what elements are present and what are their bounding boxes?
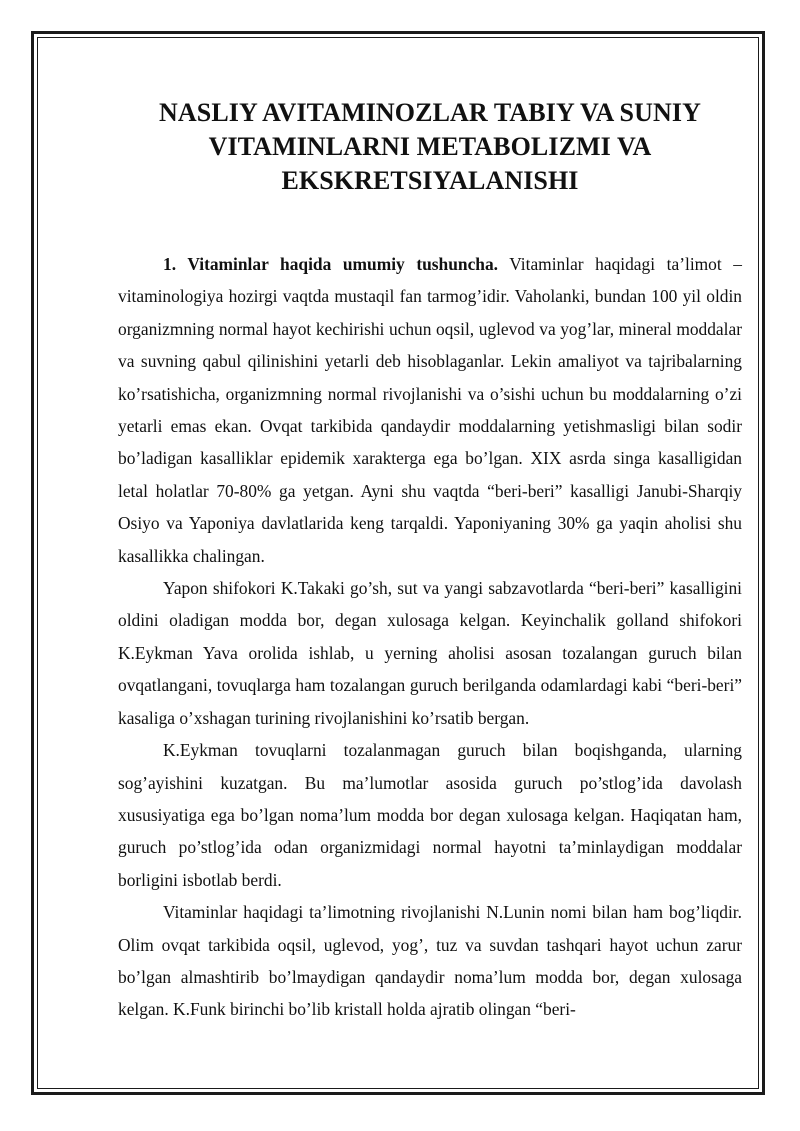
paragraph-text: Vitaminlar haqidagi ta’limot – vitaminologiya hozirgi vaqtda mustaqil fan tarmog’idir. Vaholanki, bundan 100 yil oldin organizmning normal hayot kechirishi uchun oqsil, uglevod va yog’lar, mineral moddalar va suvning qabul qilinishini yetarli deb hisoblaganlar. Lekin amaliyot va tajribalarning ko’rsatishicha, organizmning normal rivojlanishi va o’sishi uchun bu moddalarning o’zi yetarli emas ekan. Ovqat tarkibida qandaydir moddalarning yetishmasligi bilan sodir bo’ladigan kasalliklar epidemik xarakterga ega bo’lgan. XIX asrda singa kasalligidan letal holatlar 70-80% ga yetgan. Ayni shu vaqtda “beri-beri” kasalligi Janubi-Sharqiy Osiyo va Yaponiya davlatlarida keng tarqaldi. Yaponiyaning 30% ga yaqin aholisi shu kasallikka chalingan. xyxy=(118,254,742,566)
document-body xyxy=(118,96,742,1026)
section-heading: 1. Vitaminlar haqida umumiy tushuncha. xyxy=(163,254,499,274)
paragraph-4 xyxy=(118,896,742,1026)
document-title: NASLIY AVITAMINOZLAR TABIY VA SUNIY VITAMINLARNI METABOLIZMI VA EKSKRETSIYALANISHI xyxy=(159,98,701,195)
paragraph-1 xyxy=(118,248,742,572)
paragraph-text: K.Eykman tovuqlarni tozalanmagan guruch bilan boqishganda, ularning sog’ayishini kuzatgan. Bu ma’lumotlar asosida guruch po’stlog’ida davolash xususiyatiga ega bo’lgan noma’lum modda bor degan xulosaga kelgan. Haqiqatan ham, guruch po’stlog’ida odan organizmidagi normal hayotni ta’minlaydigan moddalar borligini isbotlab berdi. xyxy=(118,740,742,890)
paragraph-2 xyxy=(118,572,742,734)
paragraph-text: Yapon shifokori K.Takaki go’sh, sut va yangi sabzavotlarda “beri-beri” kasalligini oldini oladigan modda bor, degan xulosaga kelgan. Keyinchalik golland shifokori K.Eykman Yava orolida ishlab, u yerning aholisi asosan tozalangan guruch bilan ovqatlangani, tovuqlarga ham tozalangan guruch berilganda odamlardagi kabi “beri-beri” kasaliga o’xshagan turining rivojlanishini ko’rsatib bergan. xyxy=(118,578,742,728)
paragraph-3 xyxy=(118,734,742,896)
paragraph-text: Vitaminlar haqidagi ta’limotning rivojlanishi N.Lunin nomi bilan ham bog’liqdir. Olim ovqat tarkibida oqsil, uglevod, yog’, tuz va suvdan tashqari hayot uchun zarur bo’lgan almashtirib bo’lmaydigan qandaydir noma’lum modda bor, degan xulosaga kelgan. K.Funk birinchi bo’lib kristall holda ajratib olingan “beri- xyxy=(118,902,742,1020)
